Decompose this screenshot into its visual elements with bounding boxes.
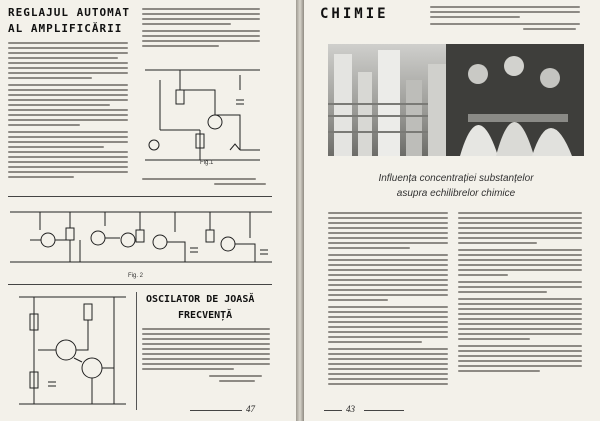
article-column-left — [328, 212, 448, 408]
agc-text-column-right — [142, 8, 260, 53]
article-title-line1: Influența concentrației substanțelor — [378, 173, 534, 184]
agc-text-column — [8, 42, 128, 192]
page-number-left: 47 — [246, 404, 255, 414]
page-number-rule-left — [190, 410, 242, 411]
agc-schematic-fig1 — [140, 60, 270, 175]
page-number-right: 43 — [346, 404, 355, 414]
article-column-right — [458, 212, 582, 408]
chemical-plant-photo — [328, 44, 584, 156]
figure2-caption: Fig. 2 — [128, 273, 144, 279]
chemistry-heading: CHIMIE — [320, 6, 389, 22]
oscillator-title-line1: OSCILATOR DE JOASĂ — [146, 294, 255, 305]
column-separator — [136, 292, 137, 410]
page-number-rule-right-2 — [364, 410, 404, 411]
left-page — [0, 0, 296, 421]
amplifier-schematic-fig2 — [10, 200, 272, 272]
page-number-rule-right — [324, 410, 342, 411]
oscillator-schematic — [14, 292, 132, 410]
divider-line-2 — [8, 284, 272, 285]
book-gutter — [296, 0, 304, 421]
oscillator-title-line2: FRECVENȚĂ — [178, 310, 233, 321]
agc-heading-line2: AL AMPLIFICĂRII — [8, 22, 123, 35]
article-title-line2: asupra echilibrelor chimice — [396, 188, 516, 199]
right-page — [304, 0, 600, 421]
oscillator-text — [142, 328, 270, 400]
agc-heading-line1: REGLAJUL AUTOMAT — [8, 6, 130, 19]
figure1-label: Fig.1 — [200, 160, 214, 166]
divider-line — [8, 196, 272, 197]
figure-caption-text — [142, 178, 272, 190]
intro-text — [430, 6, 580, 40]
